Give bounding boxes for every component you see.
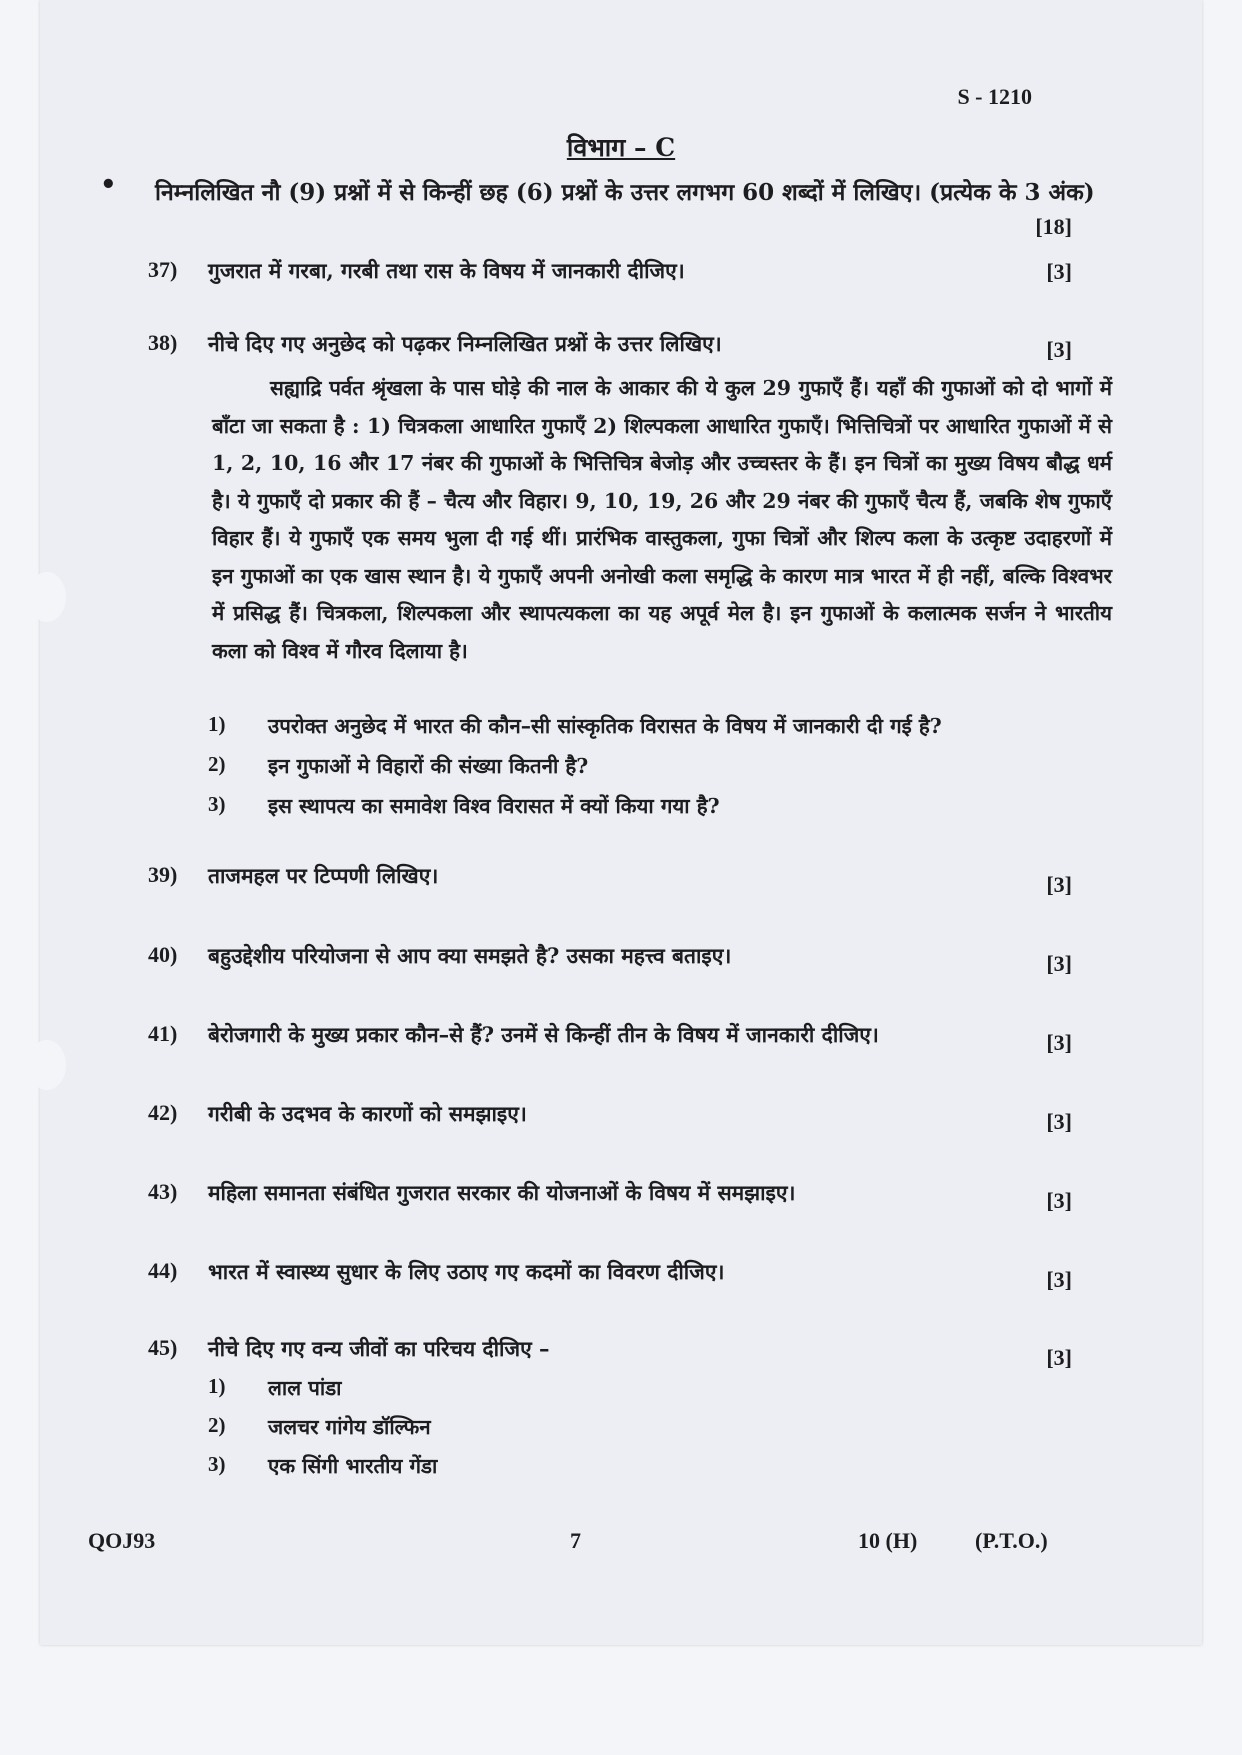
question-number: 38) bbox=[148, 330, 178, 355]
question-text: बहुउद्देशीय परियोजना से आप क्या समझते है? उसका महत्त्व बताइए। bbox=[208, 943, 732, 968]
sub-question-text: इस स्थापत्य का समावेश विश्व विरासत में क्यों किया गया है? bbox=[268, 794, 720, 818]
exam-page bbox=[40, 0, 1202, 1645]
question-number: 45) bbox=[148, 1335, 178, 1360]
punch-hole bbox=[28, 572, 66, 622]
question-text: महिला समानता संबंधित गुजरात सरकार की योजनाओं के विषय में समझाइए। bbox=[208, 1180, 796, 1205]
page-number: 7 bbox=[570, 1528, 581, 1553]
question-text: नीचे दिए गए अनुछेद को पढ़कर निम्नलिखित प्रश्नों के उत्तर लिखिए। bbox=[208, 331, 722, 356]
footer-set: 10 (H) bbox=[858, 1528, 918, 1553]
section-total-marks: [18] bbox=[1035, 214, 1072, 239]
paper-code: S - 1210 bbox=[957, 84, 1032, 109]
question-text: गुजरात में गरबा, गरबी तथा रास के विषय में जानकारी दीजिए। bbox=[208, 258, 685, 283]
pto-label: (P.T.O.) bbox=[975, 1528, 1048, 1553]
sub-question-text: लाल पांडा bbox=[268, 1376, 342, 1400]
passage: सह्याद्रि पर्वत श्रृंखला के पास घोड़े की नाल के आकार की ये कुल 29 गुफाएँ हैं। यहाँ की गुफाओं को दो भागों में बाँटा जा सकता है : 1) चित्रकला आधारित गुफाएँ 2) शिल्पकला आधारित गुफाएँ। भित्तिचित्रों पर आधारित गुफाओं में से 1, 2, 10, 16 और 17 नंबर की गुफाओं के भित्तिचित्र बेजोड़ और उच्चस्तर के हैं। इन चित्रों का मुख्य विषय बौद्ध धर्म है। ये गुफाएँ दो प्रकार की हैं – चैत्य और विहार। 9, 10, 19, 26 और 29 नंबर की गुफाएँ चैत्य हैं, जबकि शेष गुफाएँ विहार हैं। ये गुफाएँ एक समय भुला दी गई थीं। प्रारंभिक वास्तुकला, गुफा चित्रों और शिल्प कला के उत्कृष्ट उदाहरणों में इन गुफाओं का एक खास स्थान है। ये गुफाएँ अपनी अनोखी कला समृद्धि के कारण मात्र भारत में ही नहीं, बल्कि विश्वभर में प्रसिद्ध हैं। चित्रकला, शिल्पकला और स्थापत्यकला का यह अपूर्व मेल है। इन गुफाओं के कलात्मक सर्जन ने भारतीय कला को विश्व में गौरव दिलाया है। bbox=[212, 376, 1112, 663]
question-text: बेरोजगारी के मुख्य प्रकार कौन–से हैं? उनमें से किन्हीं तीन के विषय में जानकारी दीजिए। bbox=[208, 1022, 879, 1047]
sub-question-text: जलचर गांगेय डॉल्फिन bbox=[268, 1415, 431, 1439]
question-number: 39) bbox=[148, 862, 178, 887]
bullet-icon: • bbox=[100, 170, 117, 200]
sub-question-number: 3) bbox=[208, 792, 226, 816]
question-marks: [3] bbox=[1046, 1030, 1072, 1055]
question-number: 44) bbox=[148, 1258, 178, 1283]
question-marks: [3] bbox=[1046, 259, 1072, 284]
sub-question-text: एक सिंगी भारतीय गेंडा bbox=[268, 1454, 438, 1478]
sub-question-number: 2) bbox=[208, 1413, 226, 1437]
question-marks: [3] bbox=[1046, 1345, 1072, 1370]
sub-question-text: इन गुफाओं मे विहारों की संख्या कितनी है? bbox=[268, 754, 589, 778]
sub-question-number: 3) bbox=[208, 1452, 226, 1476]
sub-question-text: उपरोक्त अनुछेद में भारत की कौन–सी सांस्कृतिक विरासत के विषय में जानकारी दी गई है? bbox=[268, 714, 942, 738]
question-marks: [3] bbox=[1046, 1188, 1072, 1213]
footer-code: QOJ93 bbox=[88, 1528, 156, 1553]
question-text: नीचे दिए गए वन्य जीवों का परिचय दीजिए – bbox=[208, 1336, 550, 1361]
question-marks: [3] bbox=[1046, 872, 1072, 897]
sub-question-number: 2) bbox=[208, 752, 226, 776]
sub-question-number: 1) bbox=[208, 1374, 226, 1398]
question-number: 42) bbox=[148, 1100, 178, 1125]
question-text: गरीबी के उदभव के कारणों को समझाइए। bbox=[208, 1101, 527, 1126]
section-instruction: निम्नलिखित नौ (9) प्रश्नों में से किन्हीं छह (6) प्रश्नों के उत्तर लगभग 60 शब्दों में लिखिए। (प्रत्येक के 3 अंक) bbox=[155, 179, 1095, 206]
question-marks: [3] bbox=[1046, 951, 1072, 976]
sub-question-number: 1) bbox=[208, 712, 226, 736]
question-text: ताजमहल पर टिप्पणी लिखिए। bbox=[208, 863, 439, 888]
question-text: भारत में स्वास्थ्य सुधार के लिए उठाए गए कदमों का विवरण दीजिए। bbox=[208, 1259, 725, 1284]
question-marks: [3] bbox=[1046, 1267, 1072, 1292]
question-marks: [3] bbox=[1046, 337, 1072, 362]
section-title: विभाग – C bbox=[566, 133, 676, 162]
question-marks: [3] bbox=[1046, 1109, 1072, 1134]
punch-hole bbox=[28, 1040, 66, 1090]
question-number: 41) bbox=[148, 1021, 178, 1046]
question-number: 37) bbox=[148, 257, 178, 282]
question-number: 40) bbox=[148, 942, 178, 967]
question-number: 43) bbox=[148, 1179, 178, 1204]
